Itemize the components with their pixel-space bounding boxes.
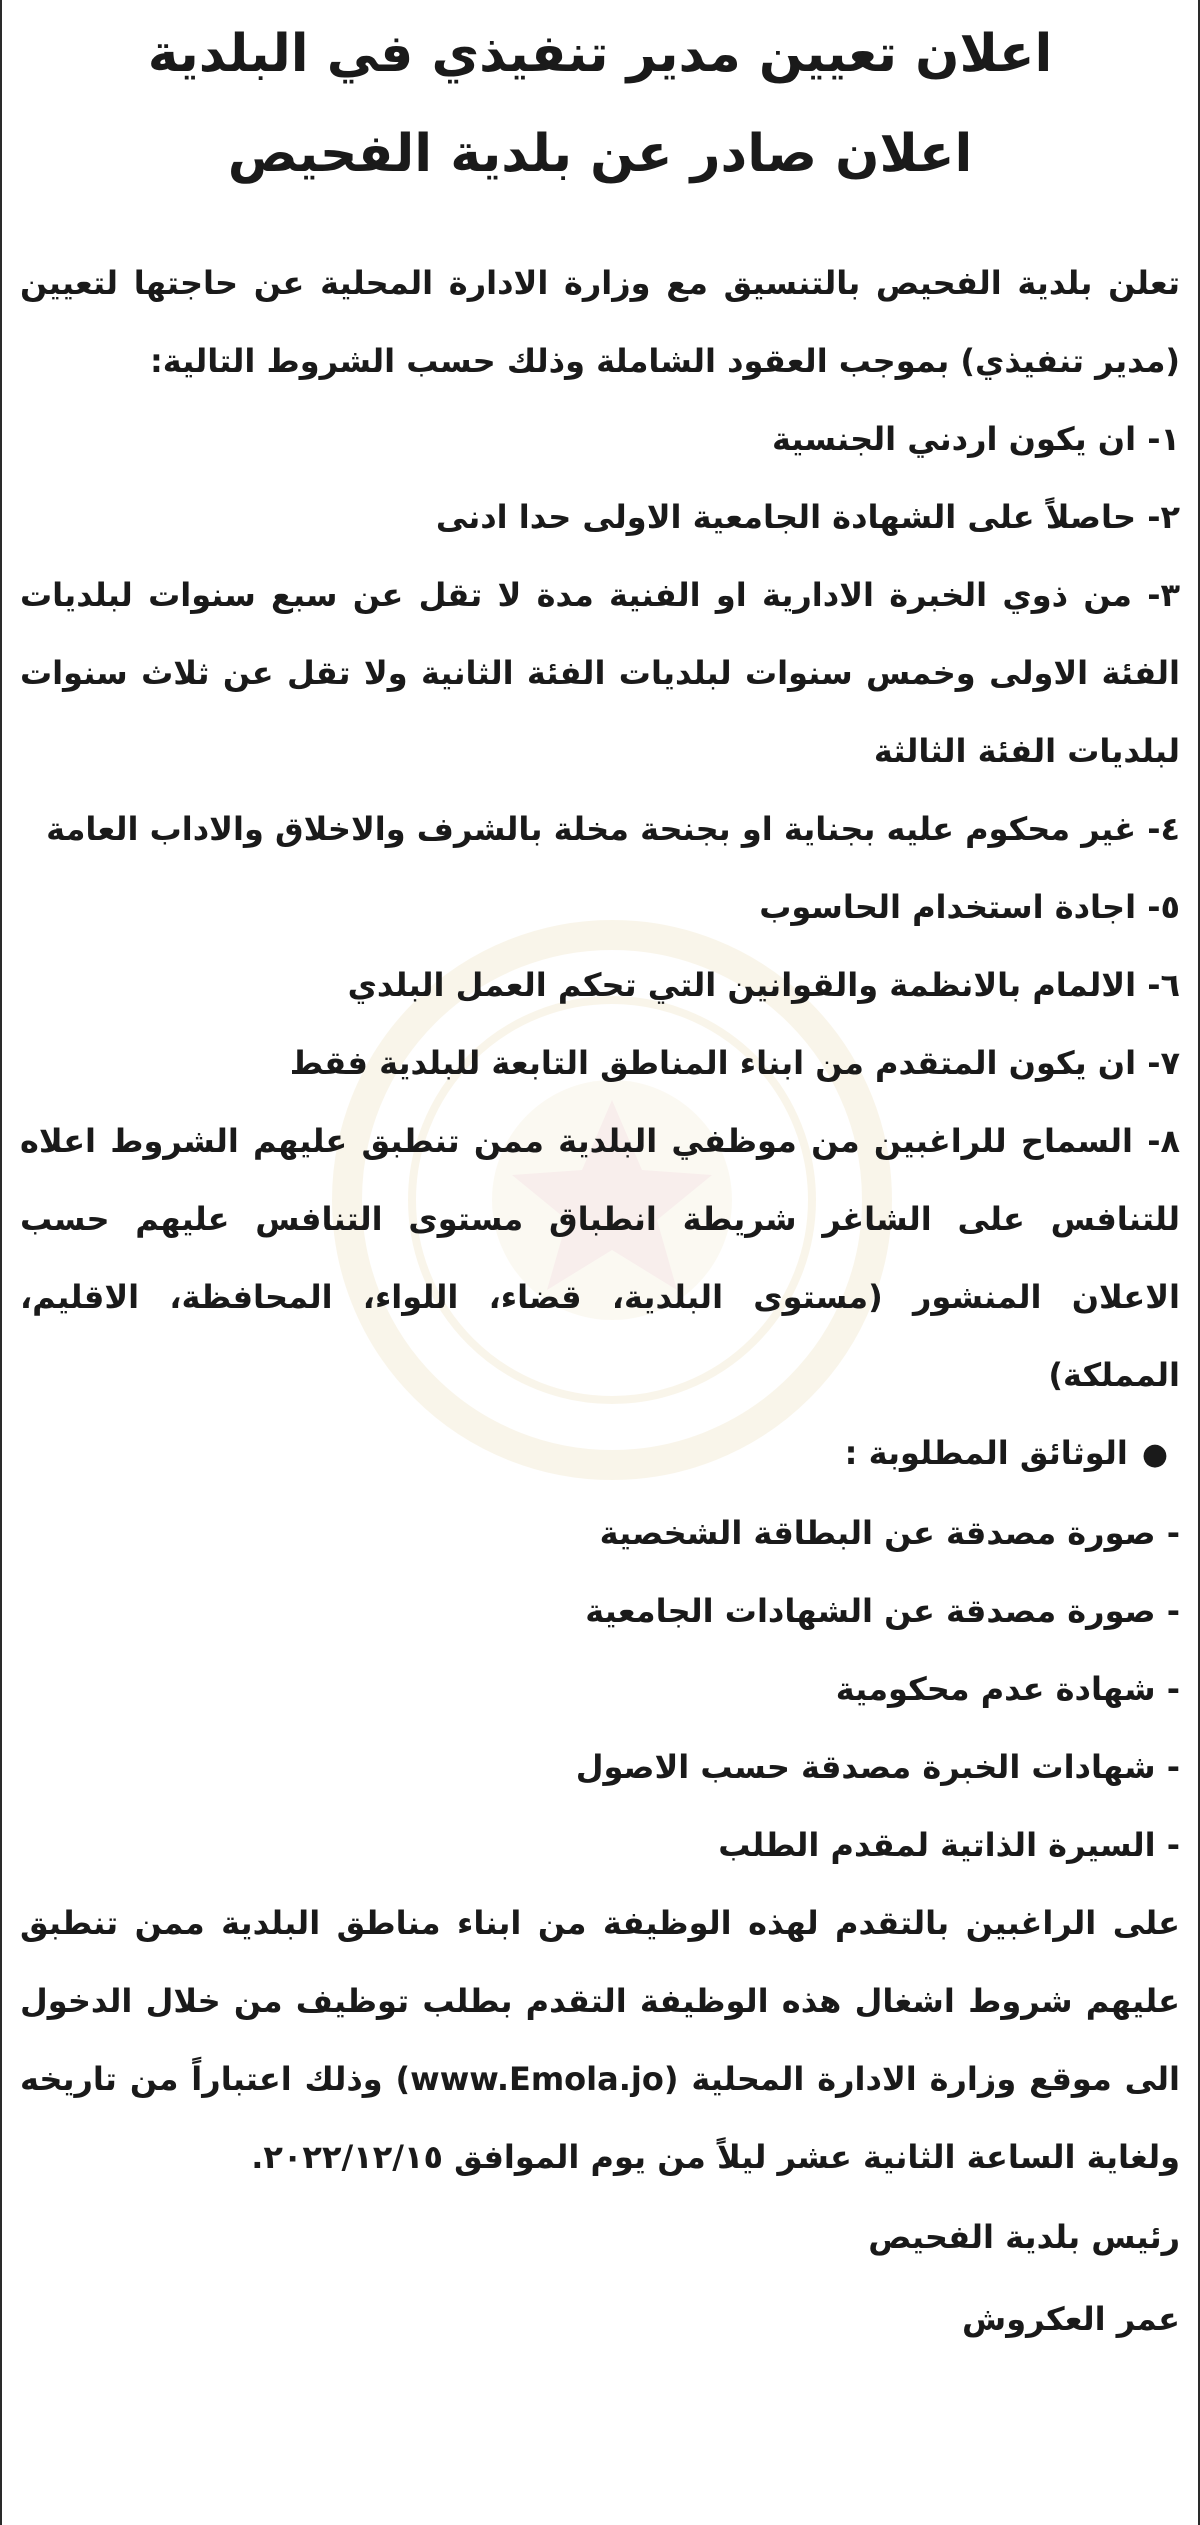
signature-name: عمر العكروش <box>962 2300 1180 2338</box>
document-item: - صورة مصدقة عن البطاقة الشخصية <box>599 1514 1180 1552</box>
documents-heading-text: الوثائق المطلوبة : <box>844 1434 1128 1472</box>
announcement-title: اعلان تعيين مدير تنفيذي في البلدية <box>147 24 1053 84</box>
closing-text-part-1: على الراغبين بالتقدم لهذه الوظيفة من ابناء مناطق البلدية ممن تنطبق عليهم شروط اشغال هذه الوظيفة التقدم بطلب توظيف من خلال الدخول الى موقع وزارة الادارة المحلية ( <box>20 1904 1181 2098</box>
bullet-icon: ● <box>1141 1437 1168 1472</box>
condition-item: ٤- غير محكوم عليه بجناية او بجنحة مخلة بالشرف والاخلاق والاداب العامة <box>46 810 1180 848</box>
announcement-body <box>20 244 1180 2360</box>
documents-list <box>20 1494 1180 1884</box>
condition-item: ٦- الالمام بالانظمة والقوانين التي تحكم العمل البلدي <box>347 966 1180 1004</box>
condition-item: ٥- اجادة استخدام الحاسوب <box>759 888 1180 926</box>
document-item: - صورة مصدقة عن الشهادات الجامعية <box>585 1592 1180 1630</box>
document-item: - شهادات الخبرة مصدقة حسب الاصول <box>575 1748 1180 1786</box>
document-item: - السيرة الذاتية لمقدم الطلب <box>718 1826 1180 1864</box>
condition-item: ٣- من ذوي الخبرة الادارية او الفنية مدة لا تقل عن سبع سنوات لبلديات الفئة الاولى وخمس سنوات لبلديات الفئة الثانية ولا تقل عن ثلاث سنوات لبلديات الفئة الثالثة <box>20 576 1180 770</box>
condition-item: ١- ان يكون اردني الجنسية <box>772 420 1180 458</box>
conditions-list <box>20 400 1180 1414</box>
document-item: - شهادة عدم محكومية <box>835 1670 1180 1708</box>
announcement-subtitle: اعلان صادر عن بلدية الفحيص <box>227 124 973 184</box>
condition-item: ٧- ان يكون المتقدم من ابناء المناطق التابعة للبلدية فقط <box>289 1044 1180 1082</box>
closing-paragraph <box>20 1884 1180 2196</box>
condition-item: ٢- حاصلاً على الشهادة الجامعية الاولى حدا ادنى <box>435 498 1180 536</box>
signature-title: رئيس بلدية الفحيص <box>868 2218 1180 2256</box>
documents-heading <box>20 1414 1180 1494</box>
closing-text-part-2: ) وذلك اعتباراً من تاريخه ولغاية الساعة الثانية عشر ليلاً من يوم الموافق ٢٠٢٢/١٢/١٥. <box>20 2060 1180 2176</box>
intro-paragraph: تعلن بلدية الفحيص بالتنسيق مع وزارة الادارة المحلية عن حاجتها لتعيين (مدير تنفيذي) بموجب العقود الشاملة وذلك حسب الشروط التالية: <box>20 264 1180 380</box>
condition-item: ٨- السماح للراغبين من موظفي البلدية ممن تنطبق عليهم الشروط اعلاه للتنافس على الشاغر شريطة انطباق مستوى التنافس عليهم حسب الاعلان المنشور (مستوى البلدية، قضاء، اللواء، المحافظة، الاقليم، المملكة) <box>20 1122 1180 1394</box>
ministry-website-link[interactable]: www.Emola.jo <box>410 2060 664 2098</box>
